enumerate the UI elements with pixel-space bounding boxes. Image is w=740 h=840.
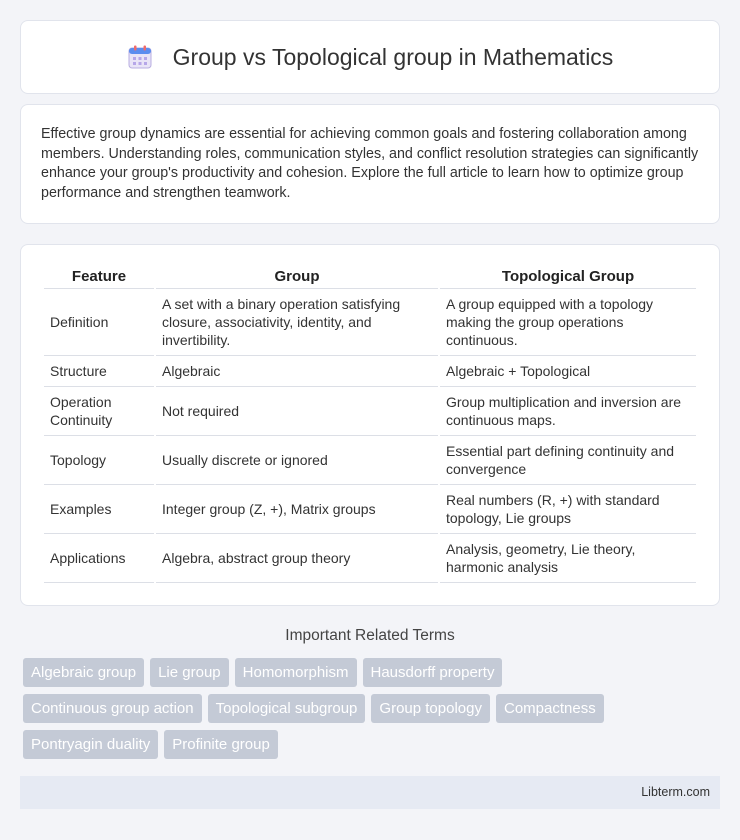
table-cell: Analysis, geometry, Lie theory, harmonic analysis: [440, 534, 696, 583]
table-cell: Group multiplication and inversion are continuous maps.: [440, 387, 696, 436]
tag-hausdorff-property[interactable]: Hausdorff property: [363, 658, 503, 687]
table-cell: Algebraic + Topological: [440, 356, 696, 387]
table-row: [44, 485, 696, 534]
tag-group-topology[interactable]: Group topology: [371, 694, 490, 723]
table-cell: Applications: [44, 534, 154, 583]
page-title: Group vs Topological group in Mathematics: [172, 43, 614, 70]
tag-homomorphism[interactable]: Homomorphism: [235, 658, 357, 687]
header-feature: Feature: [44, 265, 154, 289]
table-row: [44, 356, 696, 387]
table-cell: Integer group (Z, +), Matrix groups: [156, 485, 438, 534]
tag-profinite-group[interactable]: Profinite group: [164, 730, 278, 759]
table-row: [44, 387, 696, 436]
table-cell: Essential part defining continuity and convergence: [440, 436, 696, 485]
table-cell: Algebraic: [156, 356, 438, 387]
table-cell: Usually discrete or ignored: [156, 436, 438, 485]
header-card: [20, 20, 720, 94]
table-cell: Examples: [44, 485, 154, 534]
header-topological-group: Topological Group: [440, 265, 696, 289]
intro-card: [20, 104, 720, 224]
comparison-table-card: [20, 244, 720, 606]
header-group: Group: [156, 265, 438, 289]
table-cell: Real numbers (R, +) with standard topology, Lie groups: [440, 485, 696, 534]
table-row: [44, 289, 696, 356]
table-cell: Operation Continuity: [44, 387, 154, 436]
calendar-icon: [127, 44, 153, 70]
table-cell: Definition: [44, 289, 154, 356]
tag-continuous-group-action[interactable]: Continuous group action: [23, 694, 202, 723]
footer-link[interactable]: Libterm.com: [641, 785, 710, 799]
table-cell: Algebra, abstract group theory: [156, 534, 438, 583]
table-header-row: [44, 265, 696, 289]
tag-pontryagin-duality[interactable]: Pontryagin duality: [23, 730, 158, 759]
footer: [20, 776, 720, 809]
tag-algebraic-group[interactable]: Algebraic group: [23, 658, 144, 687]
tag-topological-subgroup[interactable]: Topological subgroup: [208, 694, 366, 723]
tag-lie-group[interactable]: Lie group: [150, 658, 229, 687]
table-cell: A set with a binary operation satisfying closure, associativity, identity, and invertibility.: [156, 289, 438, 356]
table-cell: Structure: [44, 356, 154, 387]
table-row: [44, 534, 696, 583]
related-terms-title: Important Related Terms: [285, 627, 455, 644]
related-terms-list: [23, 658, 723, 766]
comparison-table: [42, 265, 698, 583]
table-cell: Not required: [156, 387, 438, 436]
table-cell: A group equipped with a topology making the group operations continuous.: [440, 289, 696, 356]
table-cell: Topology: [44, 436, 154, 485]
table-row: [44, 436, 696, 485]
intro-text: Effective group dynamics are essential for achieving common goals and fostering collaboration among members. Understanding roles, communication styles, and conflict resolution strategies can significantly enhance your group's productivity and cohesion. Explore the full article to learn how to optimize group performance and strengthen teamwork.: [41, 126, 699, 201]
tag-compactness[interactable]: Compactness: [496, 694, 604, 723]
